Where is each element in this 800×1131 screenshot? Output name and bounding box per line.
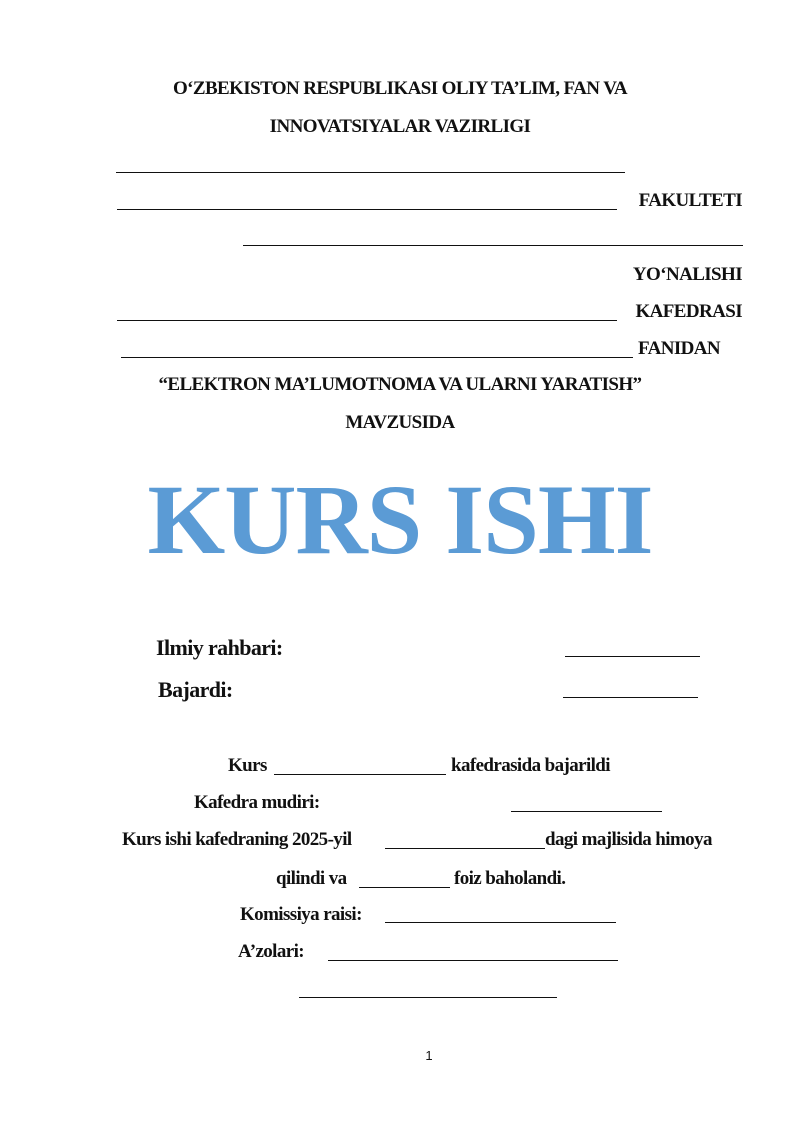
- ministry-line-1: O‘ZBEKISTON RESPUBLIKASI OLIY TA’LIM, FAN VA: [173, 78, 627, 99]
- supervisor-label: Ilmiy rahbari:: [156, 635, 283, 660]
- faculty-label: FAKULTETI: [638, 190, 742, 211]
- member-signature-line-1: [328, 960, 618, 961]
- main-title: KURS ISHI: [147, 464, 653, 575]
- member-signature-line-2: [299, 997, 557, 998]
- grade-suffix: foiz baholandi.: [454, 868, 566, 889]
- topic-suffix: MAVZUSIDA: [345, 412, 455, 433]
- subject-label: FANIDAN: [638, 338, 720, 359]
- department-head-signature-line: [511, 811, 662, 812]
- department-blank-line: [117, 320, 617, 321]
- kurs-department-blank-line: [274, 774, 446, 775]
- grade-prefix: qilindi va: [276, 868, 347, 889]
- page-number: 1: [425, 1048, 433, 1063]
- direction-label: YO‘NALISHI: [632, 264, 742, 285]
- defense-suffix: dagi majlisida himoya: [545, 829, 712, 850]
- university-blank-line: [116, 172, 625, 173]
- defense-date-blank-line: [385, 848, 545, 849]
- kurs-prefix: Kurs: [228, 755, 267, 776]
- commission-chair-signature-line: [385, 922, 616, 923]
- faculty-blank-line: [117, 209, 617, 210]
- department-head-label: Kafedra mudiri:: [194, 792, 320, 813]
- ministry-line-2: INNOVATSIYALAR VAZIRLIGI: [269, 116, 531, 137]
- direction-blank-line: [243, 245, 743, 246]
- commission-chair-label: Komissiya raisi:: [240, 904, 362, 925]
- defense-prefix: Kurs ishi kafedraning 2025-yil: [122, 829, 352, 850]
- kurs-suffix: kafedrasida bajarildi: [451, 755, 610, 776]
- grade-percent-blank-line: [359, 887, 450, 888]
- members-label: A’zolari:: [238, 941, 304, 962]
- performer-label: Bajardi:: [158, 677, 233, 702]
- performer-signature-line: [563, 697, 698, 698]
- topic-title: “ELEKTRON MA’LUMOTNOMA VA ULARNI YARATISH”: [158, 374, 642, 395]
- supervisor-signature-line: [565, 656, 700, 657]
- subject-blank-line: [121, 357, 633, 358]
- department-label: KAFEDRASI: [635, 301, 742, 322]
